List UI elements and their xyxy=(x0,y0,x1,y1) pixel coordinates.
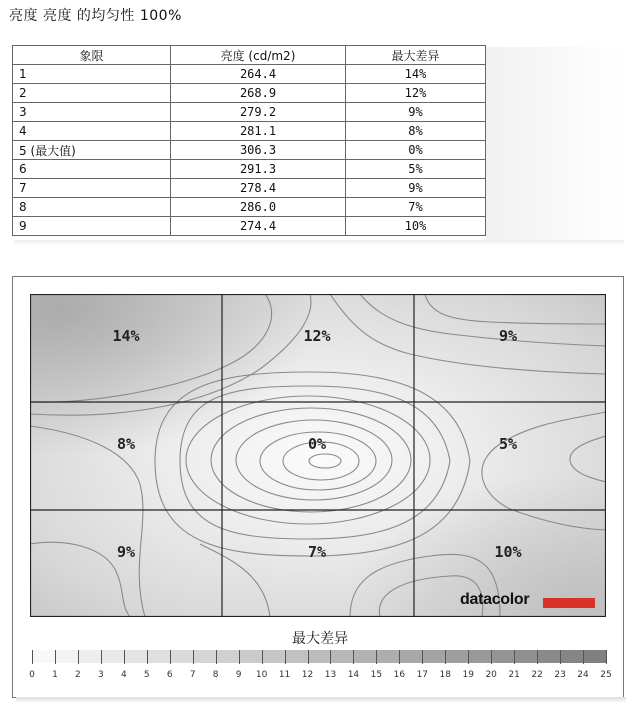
datacolor-logo-bar xyxy=(543,598,595,608)
scale-tick xyxy=(239,650,240,664)
table-row xyxy=(13,141,486,160)
table-row xyxy=(13,160,486,179)
scale-segment xyxy=(560,650,583,663)
scale-tick xyxy=(308,650,309,664)
table-shadow xyxy=(486,47,623,242)
scale-tick xyxy=(78,650,79,664)
quadrant-cell: 2 xyxy=(13,84,171,103)
scale-tick-label: 24 xyxy=(577,670,589,680)
scale-segment xyxy=(445,650,468,663)
scale-tick-label: 7 xyxy=(189,670,196,680)
scale-tick-label: 10 xyxy=(255,670,268,680)
scale-tick xyxy=(583,650,584,664)
scale-tick xyxy=(514,650,515,664)
scale-tick-label: 25 xyxy=(600,670,612,680)
scale-tick xyxy=(537,650,538,664)
cell-label-1: 14% xyxy=(112,327,140,345)
table-row xyxy=(13,65,486,84)
quadrant-cell: 8 xyxy=(13,198,171,217)
luminance-cell: 281.1 xyxy=(171,122,346,141)
scale-segment xyxy=(170,650,193,663)
scale-tick-label: 13 xyxy=(324,670,337,680)
scale-segment xyxy=(376,650,399,663)
max-diff-cell: 5% xyxy=(346,160,486,179)
scale-tick-label: 8 xyxy=(212,670,219,680)
quadrant-cell: 5 (最大值) xyxy=(13,141,171,160)
scale-segment xyxy=(124,650,147,663)
scale-segment xyxy=(537,650,560,663)
table-row xyxy=(13,84,486,103)
max-diff-cell: 14% xyxy=(346,65,486,84)
quadrant-cell: 6 xyxy=(13,160,171,179)
luminance-cell: 274.4 xyxy=(171,217,346,236)
col-header-quadrant: 象限 xyxy=(13,46,171,65)
max-diff-cell: 0% xyxy=(346,141,486,160)
luminance-cell: 291.3 xyxy=(171,160,346,179)
table-row xyxy=(13,122,486,141)
table-row xyxy=(13,198,486,217)
scale-tick-label: 6 xyxy=(166,670,173,680)
luminance-cell: 279.2 xyxy=(171,103,346,122)
scale-tick xyxy=(606,650,607,664)
luminance-cell: 278.4 xyxy=(171,179,346,198)
max-diff-cell: 9% xyxy=(346,179,486,198)
table-row xyxy=(13,217,486,236)
scale-tick xyxy=(399,650,400,664)
luminance-cell: 268.9 xyxy=(171,84,346,103)
scale-tick xyxy=(262,650,263,664)
scale-tick xyxy=(216,650,217,664)
scale-segment xyxy=(468,650,491,663)
scale-tick xyxy=(55,650,56,664)
scale-tick-label: 15 xyxy=(370,670,383,680)
scale-segment xyxy=(193,650,216,663)
scale-tick-label: 19 xyxy=(462,670,474,680)
page-title: 亮度 亮度 的均匀性 100% xyxy=(9,8,182,24)
table-row xyxy=(13,103,486,122)
uniformity-table xyxy=(12,45,486,236)
quadrant-cell: 4 xyxy=(13,122,171,141)
max-diff-cell: 7% xyxy=(346,198,486,217)
scale-segment xyxy=(78,650,101,663)
cell-label-9: 10% xyxy=(494,543,522,561)
cell-label-4: 8% xyxy=(116,435,136,453)
scale-tick-label: 12 xyxy=(301,670,314,680)
scale-tick-label: 20 xyxy=(485,670,497,680)
color-scale xyxy=(32,650,606,664)
scale-tick xyxy=(560,650,561,664)
scale-segment xyxy=(422,650,445,663)
luminance-cell: 264.4 xyxy=(171,65,346,84)
cell-label-7: 9% xyxy=(116,543,136,561)
luminance-cell: 286.0 xyxy=(171,198,346,217)
scale-tick-label: 9 xyxy=(235,670,242,680)
cell-label-2: 12% xyxy=(303,327,331,345)
col-header-luminance: 亮度 (cd/m2) xyxy=(171,46,346,65)
panel-shadow xyxy=(16,697,626,703)
scale-segment xyxy=(353,650,376,663)
table-header-row xyxy=(13,46,486,65)
scale-segment xyxy=(308,650,331,663)
scale-segment xyxy=(101,650,124,663)
scale-tick xyxy=(376,650,377,664)
max-diff-cell: 12% xyxy=(346,84,486,103)
scale-segment xyxy=(583,650,606,663)
datacolor-logo: datacolor xyxy=(460,591,530,608)
quadrant-cell: 1 xyxy=(13,65,171,84)
max-diff-cell: 8% xyxy=(346,122,486,141)
scale-tick-label: 16 xyxy=(393,670,406,680)
scale-tick-label: 14 xyxy=(347,670,360,680)
scale-tick xyxy=(147,650,148,664)
scale-tick xyxy=(32,650,33,664)
table-shadow-bottom xyxy=(14,240,624,246)
scale-tick xyxy=(445,650,446,664)
scale-segment xyxy=(55,650,78,663)
luminance-cell: 306.3 xyxy=(171,141,346,160)
scale-tick-label: 23 xyxy=(554,670,566,680)
scale-segment xyxy=(491,650,514,663)
max-diff-cell: 9% xyxy=(346,103,486,122)
scale-tick xyxy=(101,650,102,664)
scale-segment xyxy=(239,650,262,663)
quadrant-cell: 9 xyxy=(13,217,171,236)
scale-segment xyxy=(216,650,239,663)
scale-tick-label: 0 xyxy=(29,670,35,680)
scale-segment xyxy=(32,650,55,663)
scale-tick-label: 2 xyxy=(75,670,81,680)
scale-tick-label: 1 xyxy=(52,670,58,680)
scale-tick xyxy=(330,650,331,664)
scale-tick xyxy=(353,650,354,664)
scale-segment xyxy=(147,650,170,663)
scale-title: 最大差异 xyxy=(292,631,348,647)
scale-tick-label: 3 xyxy=(98,670,104,680)
cell-label-8: 7% xyxy=(307,543,327,561)
scale-tick-label: 22 xyxy=(531,670,543,680)
scale-tick xyxy=(170,650,171,664)
scale-tick xyxy=(124,650,125,664)
scale-tick-label: 21 xyxy=(508,670,520,680)
scale-segment xyxy=(262,650,285,663)
scale-tick-label: 5 xyxy=(143,670,150,680)
scale-tick-label: 11 xyxy=(278,670,291,680)
scale-tick-label: 4 xyxy=(120,670,127,680)
scale-segment xyxy=(285,650,308,663)
cell-label-6: 5% xyxy=(498,435,518,453)
scale-segment xyxy=(330,650,353,663)
quadrant-cell: 7 xyxy=(13,179,171,198)
scale-segment xyxy=(399,650,422,663)
table-row xyxy=(13,179,486,198)
scale-tick-label: 18 xyxy=(439,670,451,680)
cell-label-5: 0% xyxy=(307,435,327,453)
scale-tick-label: 17 xyxy=(416,670,429,680)
scale-segment xyxy=(514,650,537,663)
quadrant-cell: 3 xyxy=(13,103,171,122)
cell-label-3: 9% xyxy=(498,327,518,345)
max-diff-cell: 10% xyxy=(346,217,486,236)
scale-tick xyxy=(193,650,194,664)
scale-tick xyxy=(422,650,423,664)
col-header-max-diff: 最大差异 xyxy=(346,46,486,65)
scale-tick xyxy=(468,650,469,664)
scale-tick xyxy=(491,650,492,664)
scale-tick xyxy=(285,650,286,664)
